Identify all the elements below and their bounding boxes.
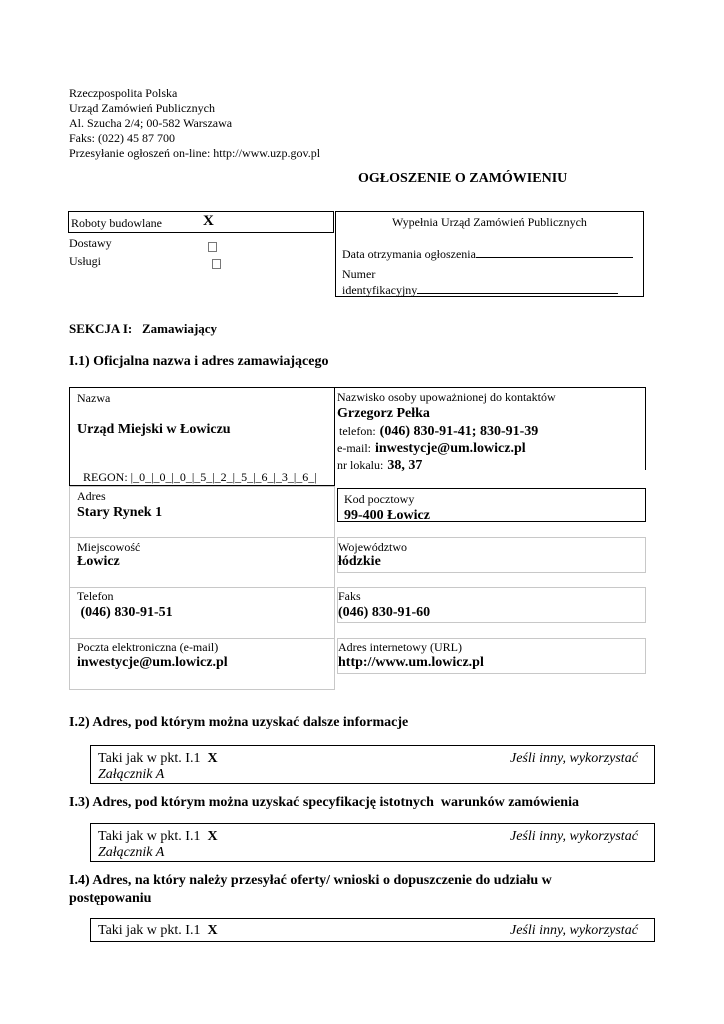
- section-i3-heading: I.3) Adres, pod którym można uzyskać specyfikację istotnych warunków zamówienia: [69, 795, 579, 810]
- header-line-office: Urząd Zamówień Publicznych: [69, 101, 215, 115]
- order-type-roboty-label: Roboty budowlane: [71, 216, 162, 230]
- url-label: Adres internetowy (URL): [338, 640, 462, 654]
- id-number-field[interactable]: [417, 282, 618, 294]
- i3-same-label: Taki jak w pkt. I.1: [98, 829, 201, 844]
- i4-same-checkbox[interactable]: X: [207, 923, 218, 938]
- regon-row: [77, 455, 317, 485]
- i4-box-right-border: [654, 918, 655, 942]
- email-value: inwestycje@um.lowicz.pl: [77, 655, 228, 670]
- address-value: Stary Rynek 1: [77, 505, 163, 520]
- order-type-dostawy-label: Dostawy: [69, 236, 112, 250]
- i4-heading-line2: postępowaniu: [69, 891, 152, 906]
- postal-code-label: Kod pocztowy: [344, 492, 415, 506]
- city-value: Łowicz: [77, 554, 120, 569]
- header-line-online: Przesyłanie ogłoszeń on-line: http://www.uzp.gov.pl: [69, 146, 321, 160]
- regon-value: |_0_|_0_|_0_|_5_|_2_|_5_|_6_|_3_|_6_|: [130, 470, 317, 484]
- email-label: Poczta elektroniczna (e-mail): [77, 640, 219, 654]
- number-label: Numer: [342, 267, 376, 281]
- receipt-date-label: Data otrzymania ogłoszenia: [342, 247, 476, 261]
- contact-phone-row: [339, 422, 538, 440]
- name-label: Nazwa: [77, 391, 111, 405]
- i3-annex-link: Załącznik A: [98, 845, 165, 860]
- contact-label: Nazwisko osoby upoważnionej do kontaktów: [337, 390, 556, 404]
- contact-email-row: [337, 439, 526, 457]
- contact-room-value: 38, 37: [387, 458, 423, 473]
- contact-phone-label: telefon:: [339, 424, 376, 438]
- i4-box-top-border: [90, 918, 655, 919]
- i2-same-row: [98, 750, 218, 767]
- order-type-uslugi-label: Usługi: [69, 254, 102, 268]
- i3-same-checkbox[interactable]: X: [207, 829, 218, 844]
- receipt-date-row: [342, 246, 633, 262]
- section-i1-heading: I.1) Oficjalna nazwa i adres zamawiającego: [69, 354, 329, 369]
- region-label: Województwo: [338, 540, 408, 554]
- phone-label: Telefon: [77, 589, 114, 603]
- order-type-roboty-checkbox[interactable]: X: [203, 213, 214, 229]
- header-line-country: Rzeczpospolita Polska: [69, 86, 178, 100]
- issuer-header: [69, 86, 320, 161]
- contact-email-label: e-mail:: [337, 441, 371, 455]
- contact-cell-top-border: [335, 387, 646, 388]
- i2-same-checkbox[interactable]: X: [207, 751, 218, 766]
- header-line-address: Al. Szucha 2/4; 00-582 Warszawa: [69, 116, 233, 130]
- i4-same-label: Taki jak w pkt. I.1: [98, 923, 201, 938]
- order-type-uslugi-checkbox[interactable]: [212, 255, 221, 273]
- receipt-date-field[interactable]: [476, 246, 633, 258]
- section-i2-heading: I.2) Adres, pod którym można uzyskać dalsze informacje: [69, 715, 409, 730]
- city-label: Miejscowość: [77, 540, 141, 554]
- i2-annex-link: Załącznik A: [98, 767, 165, 782]
- city-cell-divider: [69, 537, 335, 538]
- url-value: http://www.um.lowicz.pl: [338, 655, 484, 670]
- i4-box-bottom-border: [90, 941, 655, 942]
- email-cell-divider: [69, 638, 335, 639]
- section-1-title: SEKCJA I: Zamawiający: [69, 321, 218, 336]
- address-label: Adres: [77, 489, 106, 503]
- contact-room-label: nr lokalu:: [337, 458, 384, 472]
- i4-same-row: [98, 922, 218, 939]
- contact-phone-value: (046) 830-91-41; 830-91-39: [379, 424, 539, 439]
- i4-heading-line1: I.4) Adres, na który należy przesyłać oferty/ wnioski o dopuszczenie do udziału w: [69, 873, 552, 888]
- regon-label: REGON:: [83, 470, 128, 484]
- postal-code-value: 99-400 Łowicz: [344, 508, 430, 523]
- page-title: OGŁOSZENIE O ZAMÓWIENIU: [358, 171, 568, 186]
- phone-cell-divider: [69, 587, 335, 588]
- i3-other-note: Jeśli inny, wykorzystać: [510, 829, 638, 844]
- i2-same-label: Taki jak w pkt. I.1: [98, 751, 201, 766]
- order-type-dostawy-checkbox[interactable]: [208, 238, 217, 256]
- contact-email-value: inwestycje@um.lowicz.pl: [374, 441, 526, 456]
- contact-name: Grzegorz Pełka: [337, 406, 430, 421]
- phone-value: (046) 830-91-51: [77, 605, 173, 620]
- fax-label: Faks: [338, 589, 361, 603]
- fax-value: (046) 830-91-60: [338, 605, 431, 620]
- contact-cell-right-border: [645, 387, 646, 470]
- id-number-row: [342, 282, 618, 298]
- i4-box-left-border: [90, 918, 91, 942]
- id-number-label: identyfikacyjny: [342, 283, 418, 297]
- region-value: łódzkie: [338, 554, 381, 569]
- uzp-box-heading: Wypełnia Urząd Zamówień Publicznych: [392, 215, 587, 229]
- header-line-fax: Faks: (022) 45 87 700: [69, 131, 175, 145]
- contact-room-row: [337, 456, 422, 474]
- i2-other-note: Jeśli inny, wykorzystać: [510, 751, 638, 766]
- i3-same-row: [98, 828, 218, 845]
- section-i4-heading: [69, 872, 552, 908]
- i4-other-note: Jeśli inny, wykorzystać: [510, 923, 638, 938]
- name-value: Urząd Miejski w Łowiczu: [77, 422, 231, 437]
